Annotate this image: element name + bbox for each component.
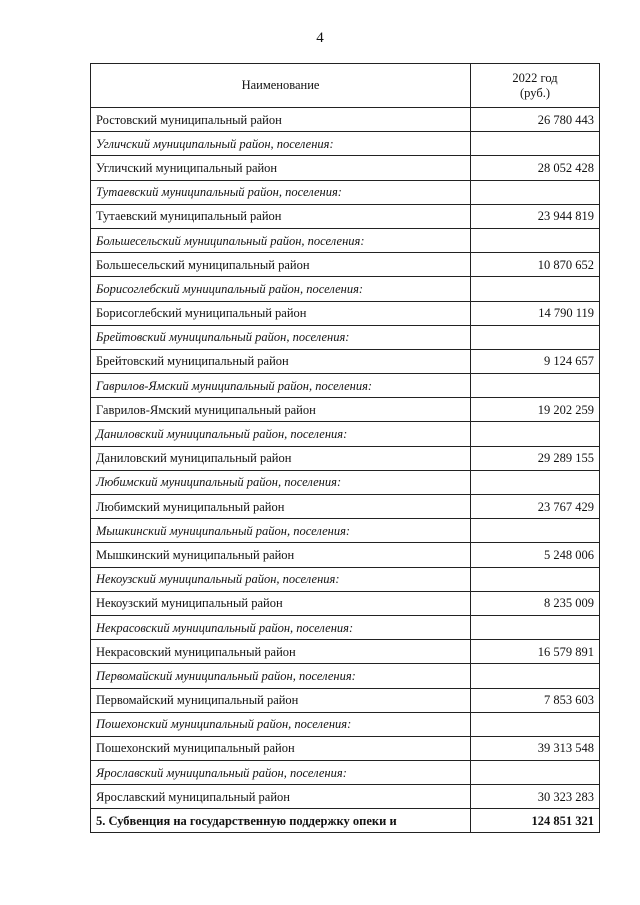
table-row bbox=[91, 156, 600, 180]
table-row bbox=[91, 688, 600, 712]
row-value-cell bbox=[471, 325, 600, 349]
table-row bbox=[91, 253, 600, 277]
row-value-cell: 19 202 259 bbox=[471, 398, 600, 422]
row-name-cell: Пошехонский муниципальный район bbox=[91, 736, 471, 760]
table-row bbox=[91, 640, 600, 664]
row-name-cell: Любимский муниципальный район, поселения: bbox=[91, 470, 471, 494]
row-name-cell: Борисоглебский муниципальный район bbox=[91, 301, 471, 325]
row-value-cell: 7 853 603 bbox=[471, 688, 600, 712]
row-value-cell: 23 767 429 bbox=[471, 495, 600, 519]
row-value-cell bbox=[471, 470, 600, 494]
table-body bbox=[91, 108, 600, 833]
row-value-cell bbox=[471, 374, 600, 398]
column-header-value bbox=[471, 64, 600, 108]
table-group-row bbox=[91, 615, 600, 639]
row-name-cell: Большесельский муниципальный район, поселения: bbox=[91, 228, 471, 252]
row-value-cell: 28 052 428 bbox=[471, 156, 600, 180]
table-group-row bbox=[91, 470, 600, 494]
row-name-cell: Некрасовский муниципальный район, поселения: bbox=[91, 615, 471, 639]
row-name-cell: Ростовский муниципальный район bbox=[91, 108, 471, 132]
table-group-row bbox=[91, 180, 600, 204]
row-value-cell bbox=[471, 422, 600, 446]
table-row bbox=[91, 349, 600, 373]
budget-table bbox=[90, 63, 600, 833]
row-value-cell bbox=[471, 228, 600, 252]
column-header-year: 2022 год bbox=[512, 70, 558, 85]
row-value-cell: 14 790 119 bbox=[471, 301, 600, 325]
row-name-cell: Первомайский муниципальный район bbox=[91, 688, 471, 712]
table-row bbox=[91, 543, 600, 567]
table-group-row bbox=[91, 325, 600, 349]
table-row bbox=[91, 398, 600, 422]
row-value-cell bbox=[471, 132, 600, 156]
row-value-cell: 9 124 657 bbox=[471, 349, 600, 373]
row-value-cell bbox=[471, 761, 600, 785]
row-value-cell bbox=[471, 712, 600, 736]
table-row bbox=[91, 591, 600, 615]
row-value-cell: 23 944 819 bbox=[471, 204, 600, 228]
table-group-row bbox=[91, 519, 600, 543]
table-group-row bbox=[91, 374, 600, 398]
row-name-cell: Мышкинский муниципальный район bbox=[91, 543, 471, 567]
row-name-cell: Даниловский муниципальный район bbox=[91, 446, 471, 470]
row-value-cell bbox=[471, 519, 600, 543]
row-name-cell: Гаврилов-Ямский муниципальный район bbox=[91, 398, 471, 422]
row-name-cell: Борисоглебский муниципальный район, поселения: bbox=[91, 277, 471, 301]
row-value-cell: 16 579 891 bbox=[471, 640, 600, 664]
row-name-cell: Угличский муниципальный район, поселения: bbox=[91, 132, 471, 156]
row-name-cell: 5. Субвенция на государственную поддержку опеки и bbox=[91, 809, 471, 833]
table-group-row bbox=[91, 132, 600, 156]
row-value-cell: 39 313 548 bbox=[471, 736, 600, 760]
column-header-unit: (руб.) bbox=[520, 85, 550, 100]
row-value-cell: 10 870 652 bbox=[471, 253, 600, 277]
row-name-cell: Тутаевский муниципальный район, поселения: bbox=[91, 180, 471, 204]
row-name-cell: Некрасовский муниципальный район bbox=[91, 640, 471, 664]
row-name-cell: Пошехонский муниципальный район, поселения: bbox=[91, 712, 471, 736]
table-header-row bbox=[91, 64, 600, 108]
row-value-cell bbox=[471, 277, 600, 301]
row-name-cell: Гаврилов-Ямский муниципальный район, поселения: bbox=[91, 374, 471, 398]
row-name-cell: Даниловский муниципальный район, поселения: bbox=[91, 422, 471, 446]
row-name-cell: Некоузский муниципальный район, поселения: bbox=[91, 567, 471, 591]
table-row bbox=[91, 204, 600, 228]
table-row bbox=[91, 495, 600, 519]
row-value-cell bbox=[471, 615, 600, 639]
table-row bbox=[91, 301, 600, 325]
row-value-cell: 30 323 283 bbox=[471, 785, 600, 809]
row-name-cell: Некоузский муниципальный район bbox=[91, 591, 471, 615]
table-row bbox=[91, 785, 600, 809]
row-name-cell: Угличский муниципальный район bbox=[91, 156, 471, 180]
row-name-cell: Ярославский муниципальный район bbox=[91, 785, 471, 809]
table-group-row bbox=[91, 567, 600, 591]
row-name-cell: Ярославский муниципальный район, поселения: bbox=[91, 761, 471, 785]
column-header-name: Наименование bbox=[91, 64, 471, 108]
table-row bbox=[91, 736, 600, 760]
row-value-cell bbox=[471, 664, 600, 688]
row-name-cell: Брейтовский муниципальный район bbox=[91, 349, 471, 373]
table-row bbox=[91, 446, 600, 470]
table-group-row bbox=[91, 228, 600, 252]
row-value-cell: 26 780 443 bbox=[471, 108, 600, 132]
table-row bbox=[91, 108, 600, 132]
row-name-cell: Любимский муниципальный район bbox=[91, 495, 471, 519]
row-value-cell: 8 235 009 bbox=[471, 591, 600, 615]
row-name-cell: Большесельский муниципальный район bbox=[91, 253, 471, 277]
table-group-row bbox=[91, 422, 600, 446]
row-value-cell: 29 289 155 bbox=[471, 446, 600, 470]
row-name-cell: Тутаевский муниципальный район bbox=[91, 204, 471, 228]
row-name-cell: Брейтовский муниципальный район, поселения: bbox=[91, 325, 471, 349]
row-name-cell: Первомайский муниципальный район, поселения: bbox=[91, 664, 471, 688]
row-value-cell bbox=[471, 567, 600, 591]
table-group-row bbox=[91, 761, 600, 785]
row-value-cell: 124 851 321 bbox=[471, 809, 600, 833]
row-value-cell bbox=[471, 180, 600, 204]
row-name-cell: Мышкинский муниципальный район, поселения: bbox=[91, 519, 471, 543]
row-value-cell: 5 248 006 bbox=[471, 543, 600, 567]
table-group-row bbox=[91, 277, 600, 301]
table-group-row bbox=[91, 712, 600, 736]
page-number: 4 bbox=[316, 30, 324, 46]
table-group-row bbox=[91, 664, 600, 688]
table-total-row bbox=[91, 809, 600, 833]
